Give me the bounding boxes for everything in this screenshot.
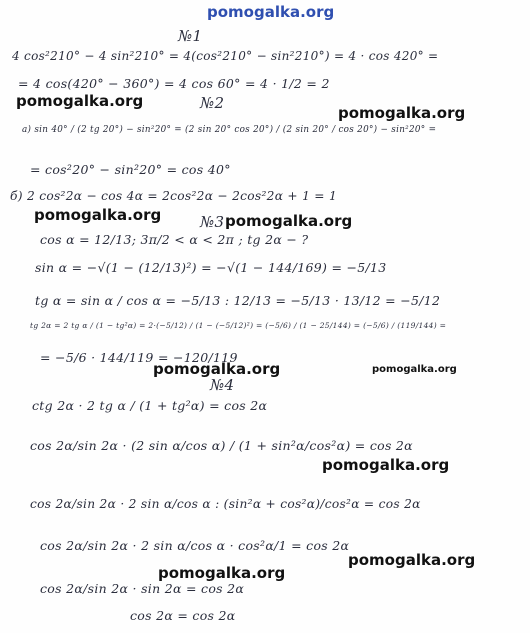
watermark-6[interactable]: pomogalka.org [372,364,457,375]
problem-2-label: №2 [200,94,225,112]
watermark-9[interactable]: pomogalka.org [158,564,286,582]
problem-3-tg2-line-2: = −5/6 · 144/119 = −120/119 [40,350,238,365]
watermark-5[interactable]: pomogalka.org [153,360,281,378]
problem-1-line-1: 4 cos²210° − 4 sin²210° = 4(cos²210° − sin²210°) = 4 · cos 420° = [12,49,439,63]
problem-2a-line-2: = cos²20° − sin²20° = cos 40° [30,162,231,177]
watermark-7[interactable]: pomogalka.org [322,456,450,474]
problem-4-line-2: cos 2α/sin 2α · (2 sin α/cos α) / (1 + sin²α/cos²α) = cos 2α [30,438,413,453]
problem-4-line-1: ctg 2α · 2 tg α / (1 + tg²α) = cos 2α [32,398,268,413]
problem-4-line-4: cos 2α/sin 2α · 2 sin α/cos α · cos²α/1 = cos 2α [40,538,350,553]
problem-4-line-6: cos 2α = cos 2α [130,608,236,623]
problem-4-label: №4 [210,376,235,394]
watermark-1[interactable]: pomogalka.org [16,92,144,110]
problem-3-given: cos α = 12/13; 3π/2 < α < 2π ; tg 2α − ? [40,232,309,247]
problem-4-line-5: cos 2α/sin 2α · sin 2α = cos 2α [40,581,245,596]
site-header-watermark[interactable]: pomogalka.org [207,3,335,21]
problem-3-sin: sin α = −√(1 − (12/13)²) = −√(1 − 144/169) = −5/13 [35,260,387,275]
problem-1-line-2: = 4 cos(420° − 360°) = 4 cos 60° = 4 · 1/2 = 2 [18,76,330,91]
watermark-2[interactable]: pomogalka.org [338,104,466,122]
watermark-4[interactable]: pomogalka.org [225,212,353,230]
problem-4-line-3: cos 2α/sin 2α · 2 sin α/cos α : (sin²α + cos²α)/cos²α = cos 2α [30,497,421,511]
problem-3-tg: tg α = sin α / cos α = −5/13 : 12/13 = −5/13 · 13/12 = −5/12 [35,293,441,308]
problem-3-label: №3 [200,213,225,231]
watermark-8[interactable]: pomogalka.org [348,551,476,569]
problem-2b-line: б) 2 cos²2α − cos 4α = 2cos²2α − 2cos²2α + 1 = 1 [10,189,338,203]
problem-1-label: №1 [178,27,203,45]
problem-3-tg2-line-1: tg 2α = 2 tg α / (1 − tg²α) = 2·(−5/12) / (1 − (−5/12)²) = (−5/6) / (1 − 25/144) = (−5/6) / (119/144) = [30,321,447,330]
watermark-3[interactable]: pomogalka.org [34,206,162,224]
problem-2a-line-1: a) sin 40° / (2 tg 20°) − sin²20° = (2 sin 20° cos 20°) / (2 sin 20° / cos 20°) − sin²20° = [22,125,437,135]
